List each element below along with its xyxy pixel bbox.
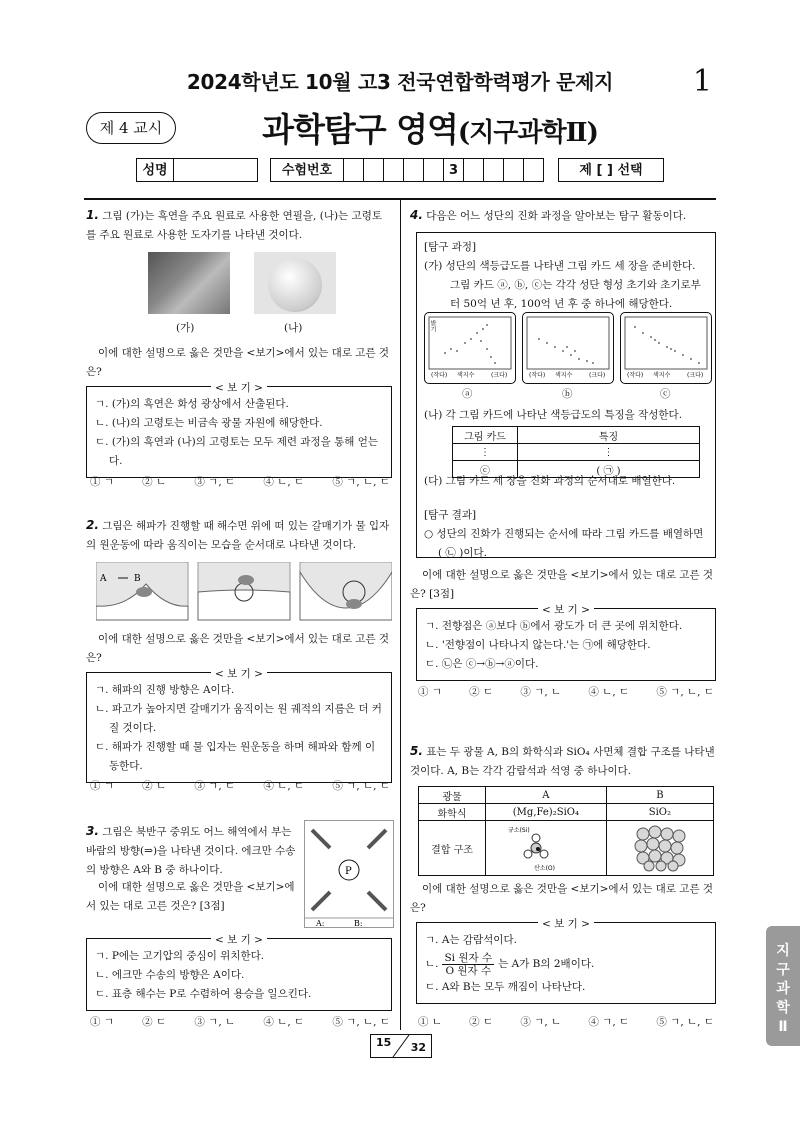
- q5-item: ㄷ. A와 B는 모두 깨짐이 나타난다.: [425, 981, 586, 993]
- q2-item: ㄴ. 파고가 높아지면 갈매기가 움직이는 원 궤적의 지름은 더 커질 것이다.: [95, 703, 382, 734]
- q2-item: ㄷ. 해파가 진행할 때 물 입자는 원운동을 하며 해파와 함께 이동한다.: [95, 741, 376, 772]
- exam-no-box[interactable]: [424, 158, 444, 182]
- side-tab-char: 구: [776, 962, 790, 978]
- o-label: 산소(O): [533, 864, 555, 872]
- q5-mineral-table: [418, 786, 714, 876]
- side-tab-char: 학: [776, 1000, 790, 1016]
- exam-no-box[interactable]: [484, 158, 504, 182]
- q1-caption-a: (가): [176, 322, 195, 334]
- q3-center-p: P: [345, 866, 352, 877]
- q4-choices: [418, 684, 714, 699]
- pencil-graphite-photo: [148, 252, 230, 314]
- structure-b: [606, 821, 713, 876]
- choice[interactable]: ① ㄱ: [90, 1016, 114, 1028]
- choice[interactable]: ③ ㄱ, ㄷ: [194, 476, 236, 488]
- formula-b: SiO₂: [606, 804, 713, 821]
- question-1: [86, 206, 391, 245]
- subject-sub: (지구과학Ⅱ): [457, 118, 598, 148]
- q4-process: [424, 238, 708, 314]
- q5-item2-prefix: ㄴ.: [425, 957, 439, 970]
- exam-no-digit: 3: [444, 158, 464, 182]
- q2-bogi-label: < 보 기 >: [211, 668, 267, 680]
- q1-caption-b: (나): [284, 322, 303, 334]
- q4-prompt: 이에 대한 설명으로 옳은 것만을 <보기>에서 있는 대로 고른 것은? [3점]: [410, 569, 714, 600]
- q3-item: ㄱ. P에는 고기압의 중심이 위치한다.: [95, 950, 265, 962]
- choice[interactable]: ⑤ ㄱ, ㄴ, ㄷ: [656, 686, 714, 698]
- exam-no-box[interactable]: [464, 158, 484, 182]
- card-label-b: ⓑ: [562, 388, 573, 400]
- axis-right: (크다): [491, 372, 508, 379]
- axis-label-x: 색지수: [653, 372, 671, 379]
- si-label: 규소(Si): [507, 826, 530, 834]
- exam-no-box[interactable]: [404, 158, 424, 182]
- subject-main: 과학탐구 영역: [262, 110, 458, 149]
- q3-number: 3.: [86, 824, 99, 838]
- axis-label-x: 색지수: [457, 372, 475, 379]
- table-cell: ( ㉠ ): [518, 461, 700, 478]
- porcelain-jar-photo: [254, 252, 336, 314]
- exam-no-label: 수험번호: [270, 158, 344, 182]
- fraction-numerator: Si 원자 수: [444, 951, 493, 964]
- student-info-bar: [136, 158, 664, 184]
- choice[interactable]: ① ㄱ: [90, 780, 114, 792]
- choice[interactable]: ⑤ ㄱ, ㄴ, ㄷ: [332, 476, 390, 488]
- choice[interactable]: ⑤ ㄱ, ㄴ, ㄷ: [656, 1016, 714, 1028]
- choice[interactable]: ① ㄱ: [90, 476, 114, 488]
- q5-number: 5.: [410, 744, 423, 758]
- q2-item: ㄱ. 해파의 진행 방향은 A이다.: [95, 684, 235, 696]
- selection-box[interactable]: 제 [ ] 선택: [558, 158, 664, 182]
- choice[interactable]: ① ㄱ: [418, 686, 442, 698]
- q3-bogi-label: < 보 기 >: [211, 934, 267, 946]
- cmd-card-c: [620, 312, 712, 384]
- card-label-c: ⓒ: [660, 388, 671, 400]
- q1-item: ㄷ. (가)의 흑연과 (나)의 고령토는 모두 제련 과정을 통해 얻는다.: [95, 436, 379, 467]
- q4-item: ㄴ. '전향점이 나타나지 않는다.'는 ㉠에 해당한다.: [425, 639, 651, 651]
- axis-left: (작다): [627, 372, 644, 379]
- choice[interactable]: ② ㄷ: [469, 686, 494, 698]
- q1-number: 1.: [86, 208, 99, 222]
- table-cell: 화학식: [419, 804, 486, 821]
- q1-text: 그림 (가)는 흑연을 주요 원료로 사용한 연필을, (나)는 고령토를 주요 원료로 사용한 도자기를 나타낸 것이다.: [86, 210, 382, 241]
- q4-item: ㄱ. 전향점은 ⓐ보다 ⓑ에서 광도가 더 큰 곳에 위치한다.: [425, 620, 683, 632]
- q5-bogi-label: < 보 기 >: [538, 918, 594, 930]
- q5-item: ㄱ. A는 감람석이다.: [425, 934, 517, 946]
- fraction: [442, 952, 494, 977]
- choice[interactable]: ④ ㄴ, ㄷ: [588, 686, 630, 698]
- q1-bogi-label: < 보 기 >: [211, 382, 267, 394]
- q3-choices: [90, 1014, 390, 1029]
- choice[interactable]: ③ ㄱ, ㄴ: [520, 1016, 562, 1028]
- question-2: [86, 516, 391, 555]
- choice[interactable]: ④ ㄴ, ㄷ: [263, 476, 305, 488]
- q4-item: ㄷ. ㉡은 ⓒ→ⓑ→ⓐ이다.: [425, 658, 539, 670]
- exam-no-box[interactable]: [344, 158, 364, 182]
- table-header: 특징: [518, 427, 700, 444]
- quartz-framework-icon: [625, 822, 695, 872]
- column-divider: [400, 200, 401, 1030]
- q5-item2-suffix: 는 A가 B의 2배이다.: [498, 957, 595, 970]
- choice[interactable]: ③ ㄱ, ㄴ: [194, 1016, 236, 1028]
- choice[interactable]: ② ㄴ: [142, 476, 167, 488]
- axis-left: (작다): [529, 372, 546, 379]
- period-badge: 제 4 교시: [86, 112, 176, 144]
- q2-text: 그림은 해파가 진행할 때 해수면 위에 떠 있는 갈매기가 물 입자의 원운동에 따라 움직이는 모습을 순서대로 나타낸 것이다.: [86, 520, 390, 551]
- choice[interactable]: ④ ㄴ, ㄷ: [263, 780, 305, 792]
- seagull-wave-figure: [96, 562, 392, 622]
- q3-text: 그림은 북반구 중위도 어느 해역에서 부는 바람의 방향(⇒)을 나타낸 것이다. 에크만 수송의 방향은 A와 B 중 하나이다.: [86, 826, 296, 876]
- subject-side-tab: [766, 926, 800, 1046]
- q3-prompt: 이에 대한 설명으로 옳은 것만을 <보기>에서 있는 대로 고른 것은? [3점]: [86, 881, 295, 912]
- choice[interactable]: ① ㄴ: [418, 1016, 442, 1028]
- q1-bogi-box: [86, 382, 392, 478]
- name-label: 성명: [136, 158, 174, 182]
- axis-label-x: 색지수: [555, 372, 573, 379]
- q4-bogi-label: < 보 기 >: [538, 604, 594, 616]
- q1-item: ㄱ. (가)의 흑연은 화성 광상에서 산출된다.: [95, 398, 289, 410]
- q3-bogi-box: [86, 934, 392, 1011]
- q3-legend-a: A:: [316, 919, 325, 928]
- q3-item: ㄷ. 표층 해수는 P로 수렴하여 용승을 일으킨다.: [95, 988, 312, 1000]
- q2-prompt: 이에 대한 설명으로 옳은 것만을 <보기>에서 있는 대로 고른 것은?: [86, 633, 390, 664]
- cmd-plot-a: [425, 313, 513, 381]
- table-cell: 결합 구조: [419, 821, 486, 876]
- q4-step-a: (가) 성단의 색등급도를 나타낸 그림 카드 세 장을 준비한다. 그림 카드 ⓐ, ⓑ, ⓒ는 각각 성단 형성 초기와 초기로부터 50억 년 후, 100억 년 후 중 하나에 해당한다.: [424, 260, 701, 310]
- axis-label-y: 밝기: [429, 320, 436, 332]
- q4-result-text: ○ 성단의 진화가 진행되는 순서에 따라 그림 카드를 배열하면 ( ㉡ )이다.: [424, 528, 704, 559]
- q2-choices: [90, 778, 390, 793]
- olivine-tetrahedron-icon: [506, 822, 586, 872]
- choice[interactable]: ⑤ ㄱ, ㄴ, ㄷ: [332, 780, 390, 792]
- axis-right: (크다): [589, 372, 606, 379]
- q4-step-c: (다) 그림 카드 세 장을 진화 과정의 순서대로 배열한다.: [424, 475, 676, 487]
- q1-choices: [90, 474, 390, 489]
- choice[interactable]: ④ ㄱ, ㄷ: [588, 1016, 630, 1028]
- q2-bogi-box: [86, 668, 392, 783]
- q4-process-title: [탐구 과정]: [424, 241, 477, 253]
- q4-result-title: [탐구 결과]: [424, 509, 477, 521]
- q1-item: ㄴ. (나)의 고령토는 비금속 광물 자원에 해당한다.: [95, 417, 323, 429]
- axis-right: (크다): [687, 372, 704, 379]
- cmd-card-b: [522, 312, 614, 384]
- table-cell: ⓒ: [453, 461, 518, 478]
- q5-choices: [418, 1014, 714, 1029]
- exam-no-box[interactable]: [384, 158, 404, 182]
- q5-bogi-box: [416, 918, 716, 1004]
- question-5: [410, 742, 716, 781]
- q5-prompt: 이에 대한 설명으로 옳은 것만을 <보기>에서 있는 대로 고른 것은?: [410, 883, 714, 914]
- q4-text: 다음은 어느 성단의 진화 과정을 알아보는 탐구 활동이다.: [426, 210, 687, 222]
- table-cell: ⋮: [453, 444, 518, 461]
- cmd-plot-c: [621, 313, 709, 381]
- q4-number: 4.: [410, 208, 423, 222]
- exam-no-box[interactable]: [364, 158, 384, 182]
- side-tab-char: 지: [776, 943, 790, 959]
- choice[interactable]: ④ ㄴ, ㄷ: [263, 1016, 305, 1028]
- table-header: 광물: [419, 787, 486, 804]
- q2-number: 2.: [86, 518, 99, 532]
- exam-title: 2024학년도 10월 고3 전국연합학력평가 문제지: [186, 70, 614, 94]
- table-header: 그림 카드: [453, 427, 518, 444]
- axis-left: (작다): [431, 372, 448, 379]
- subject-title: [190, 104, 670, 151]
- card-label-a: ⓐ: [462, 388, 473, 400]
- q4-step-b: (나) 각 그림 카드에 나타난 색등급도의 특징을 작성한다.: [424, 409, 683, 421]
- table-header: A: [486, 787, 607, 804]
- formula-a: (Mg,Fe)₂SiO₄: [486, 804, 607, 821]
- page-counter: [370, 1034, 432, 1058]
- wind-diagram: [304, 820, 394, 928]
- choice[interactable]: ② ㄴ: [142, 780, 167, 792]
- q3-legend-b: B:: [354, 919, 363, 928]
- choice[interactable]: ② ㄷ: [469, 1016, 494, 1028]
- table-cell: ⋮: [518, 444, 700, 461]
- q1-prompt: 이에 대한 설명으로 옳은 것만을 <보기>에서 있는 대로 고른 것은?: [86, 347, 390, 378]
- choice[interactable]: ③ ㄱ, ㄷ: [194, 780, 236, 792]
- question-4: [410, 206, 716, 226]
- question-3: [86, 822, 298, 880]
- choice[interactable]: ⑤ ㄱ, ㄴ, ㄷ: [332, 1016, 390, 1028]
- q4-bogi-box: [416, 604, 716, 681]
- q2-label-a: A: [100, 574, 107, 584]
- q5-item: [425, 950, 707, 978]
- choice[interactable]: ② ㄷ: [142, 1016, 167, 1028]
- side-tab-char: 과: [776, 981, 790, 997]
- cmd-card-a: [424, 312, 516, 384]
- q5-text: 표는 두 광물 A, B의 화학식과 SiO₄ 사면체 결합 구조를 나타낸 것이다. A, B는 각각 감람석과 석영 중 하나이다.: [410, 746, 715, 777]
- q4-result: [424, 506, 708, 563]
- page-number: 1: [692, 64, 712, 99]
- exam-no-box[interactable]: [504, 158, 524, 182]
- choice[interactable]: ③ ㄱ, ㄴ: [520, 686, 562, 698]
- table-header: B: [606, 787, 713, 804]
- q2-label-b: B: [134, 574, 141, 584]
- fraction-denominator: O 원자 수: [445, 964, 492, 977]
- q3-item: ㄴ. 에크만 수송의 방향은 A이다.: [95, 969, 245, 981]
- exam-no-box[interactable]: [524, 158, 544, 182]
- cmd-plot-b: [523, 313, 611, 381]
- footer-page: 15: [376, 1036, 392, 1049]
- q4-feature-table: [452, 426, 700, 478]
- footer-total: 32: [410, 1041, 426, 1054]
- side-tab-char: Ⅱ: [778, 1019, 788, 1035]
- name-field[interactable]: [174, 158, 258, 182]
- structure-a: [486, 821, 607, 876]
